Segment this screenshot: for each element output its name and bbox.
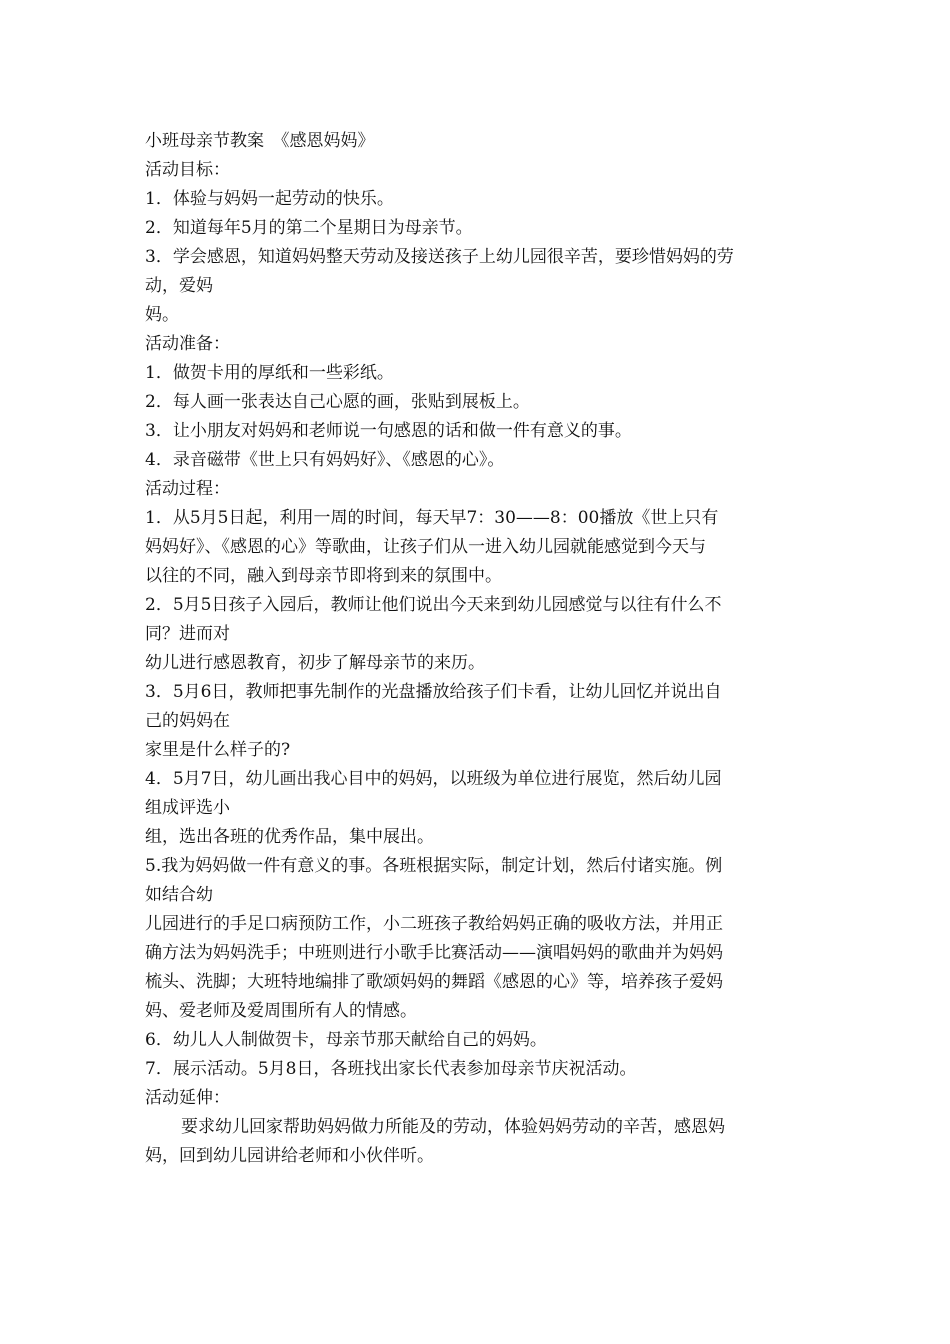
document-title: 小班母亲节教案 《感恩妈妈》 bbox=[145, 131, 375, 151]
text-line: 2．每人画一张表达自己心愿的画，张贴到展板上。 bbox=[145, 392, 530, 412]
text-line: 儿园进行的手足口病预防工作，小二班孩子教给妈妈正确的吸收方法，并用正 bbox=[145, 914, 723, 934]
text-line: 3．让小朋友对妈妈和老师说一句感恩的话和做一件有意义的事。 bbox=[145, 421, 632, 441]
text-line: 梳头、洗脚；大班特地编排了歌颂妈妈的舞蹈《感恩的心》等，培养孩子爱妈 bbox=[145, 972, 723, 992]
text-line: 动，爱妈 bbox=[145, 276, 213, 296]
text-line: 4．录音磁带《世上只有妈妈好》、《感恩的心》。 bbox=[145, 450, 505, 470]
text-line: 1．做贺卡用的厚纸和一些彩纸。 bbox=[145, 363, 394, 383]
text-line: 6．幼儿人人制做贺卡，母亲节那天献给自己的妈妈。 bbox=[145, 1030, 547, 1050]
text-line: 7．展示活动。5月8日，各班找出家长代表参加母亲节庆祝活动。 bbox=[145, 1059, 637, 1079]
text-line: 3．学会感恩，知道妈妈整天劳动及接送孩子上幼儿园很辛苦，要珍惜妈妈的劳 bbox=[145, 247, 734, 267]
text-line: 如结合幼 bbox=[145, 885, 213, 905]
text-line: 妈、爱老师及爱周围所有人的情感。 bbox=[145, 1001, 417, 1021]
text-line: 3．5月6日，教师把事先制作的光盘播放给孩子们卡看，让幼儿回忆并说出自 bbox=[145, 682, 722, 702]
section-heading-preparation: 活动准备： bbox=[145, 334, 230, 354]
text-line: 4．5月7日，幼儿画出我心目中的妈妈，以班级为单位进行展览，然后幼儿园 bbox=[145, 769, 722, 789]
section-heading-extension: 活动延伸： bbox=[145, 1088, 230, 1108]
text-line: 妈妈好》、《感恩的心》等歌曲，让孩子们从一进入幼儿园就能感觉到今天与 bbox=[145, 537, 706, 557]
text-line: 确方法为妈妈洗手；中班则进行小歌手比赛活动——演唱妈妈的歌曲并为妈妈 bbox=[145, 943, 723, 963]
text-line: 以往的不同，融入到母亲节即将到来的氛围中。 bbox=[145, 566, 502, 586]
text-line: 同？进而对 bbox=[145, 624, 230, 644]
text-line: 组，选出各班的优秀作品，集中展出。 bbox=[145, 827, 434, 847]
section-heading-goals: 活动目标： bbox=[145, 160, 230, 180]
text-line: 5.我为妈妈做一件有意义的事。各班根据实际，制定计划，然后付诸实施。例 bbox=[145, 856, 723, 876]
text-line: 妈。 bbox=[145, 305, 179, 325]
text-line: 2．知道每年5月的第二个星期日为母亲节。 bbox=[145, 218, 473, 238]
text-line: 要求幼儿回家帮助妈妈做力所能及的劳动，体验妈妈劳动的辛苦，感恩妈 bbox=[181, 1117, 725, 1137]
text-line: 1．体验与妈妈一起劳动的快乐。 bbox=[145, 189, 394, 209]
text-line: 幼儿进行感恩教育，初步了解母亲节的来历。 bbox=[145, 653, 485, 673]
text-line: 家里是什么样子的? bbox=[145, 740, 291, 760]
text-line: 1．从5月5日起，利用一周的时间，每天早7：30——8：00播放《世上只有 bbox=[145, 508, 719, 528]
text-line: 妈，回到幼儿园讲给老师和小伙伴听。 bbox=[145, 1146, 434, 1166]
text-line: 己的妈妈在 bbox=[145, 711, 230, 731]
text-line: 2．5月5日孩子入园后，教师让他们说出今天来到幼儿园感觉与以往有什么不 bbox=[145, 595, 722, 615]
document-body bbox=[145, 127, 817, 1171]
section-heading-process: 活动过程： bbox=[145, 479, 230, 499]
text-line: 组成评选小 bbox=[145, 798, 230, 818]
